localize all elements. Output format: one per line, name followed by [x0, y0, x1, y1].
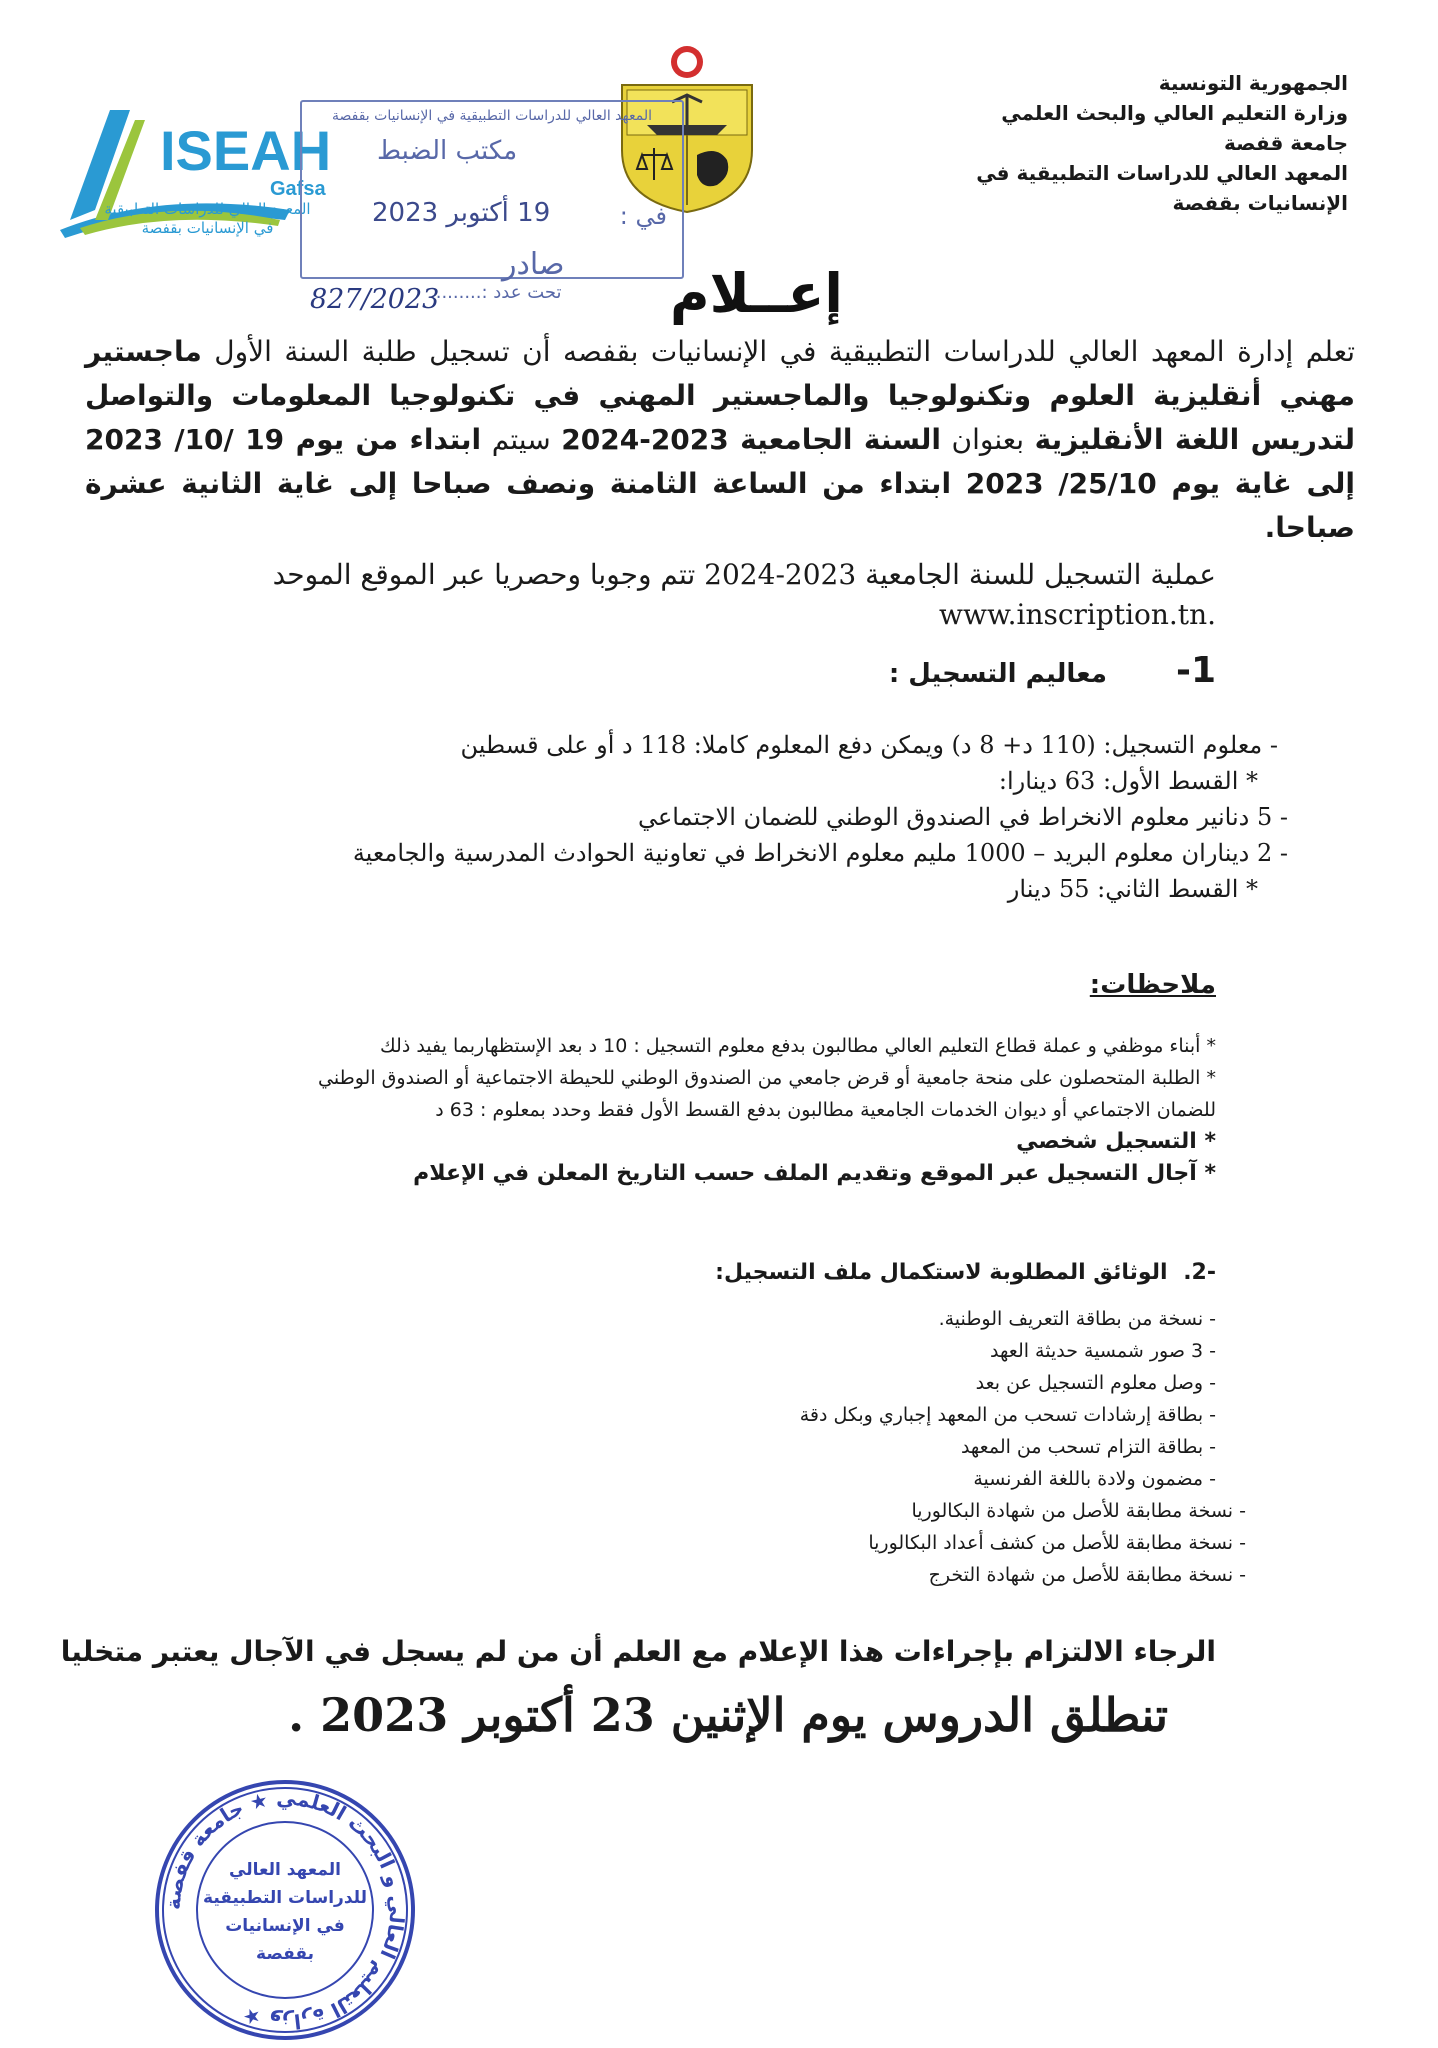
logo-caption-line: في الإنسانيات بقفصة: [141, 219, 274, 237]
list-item: - بطاقة إرشادات تسحب من المعهد إجباري وبكل دقة: [799, 1404, 1216, 1426]
list-item: - نسخة من بطاقة التعريف الوطنية.: [938, 1308, 1216, 1330]
header-line: المعهد العالي للدراسات التطبيقية في: [976, 161, 1348, 185]
list-item: * الطلبة المتحصلون على منحة جامعية أو قرض جامعي من الصندوق الوطني للحيطة الاجتماعية أو الصندوق الوطني: [318, 1067, 1216, 1089]
section-documents-heading: [715, 1260, 1216, 1285]
stamp-number: 827/2023: [310, 284, 440, 315]
intro-text: سيتم: [481, 423, 562, 456]
documents-list: [799, 1303, 1246, 1591]
fees-list: [352, 727, 1288, 907]
seal-line: المعهد العالي: [229, 1860, 341, 1880]
list-item: - بطاقة التزام تسحب من المعهد: [960, 1436, 1216, 1458]
section-number: 1-: [1175, 650, 1216, 691]
list-item: * أبناء موظفي و عملة قطاع التعليم العالي مطالبون بدفع معلوم التسجيل : 10 د بعد الإستظهاربما يفيد ذلك: [380, 1035, 1216, 1057]
list-item: * القسط الأول: 63 دينارا:: [998, 767, 1258, 795]
stamp-institution: المعهد العالي للدراسات التطبيقية في الإنسانيات بقفصة: [332, 108, 652, 124]
logo-name: ISEAH: [160, 119, 332, 182]
section-number: -2.: [1183, 1260, 1216, 1285]
registration-note: [186, 555, 1216, 635]
list-item: * القسط الثاني: 55 دينار: [1007, 875, 1258, 903]
office-stamp: [300, 100, 684, 282]
classes-start-text: تنطلق الدروس يوم الإثنين 23 أكتوبر 2023 .: [288, 1688, 1168, 1742]
list-item: - مضمون ولادة باللغة الفرنسية: [973, 1468, 1216, 1490]
stamp-office: مكتب الضبط: [377, 136, 518, 166]
intro-programs: ماجستير مهني أنقليزية العلوم وتكنولوجيا والماجستير المهني في تكنولوجيا المعلومات والتواصل لتدريس اللغة الأنقليزية: [85, 335, 1355, 456]
list-item: - وصل معلوم التسجيل عن بعد: [975, 1372, 1216, 1394]
registration-url[interactable]: www.inscription.tn.: [939, 598, 1216, 631]
page-title: إعــلام: [670, 262, 843, 325]
stamp-date-prefix: في :: [619, 202, 667, 230]
stamp-number-label: تحت عدد :.........: [430, 282, 562, 303]
seal-line: بقفصة: [256, 1944, 314, 1964]
logo-city: Gafsa: [270, 178, 326, 200]
ministry-header: [928, 68, 1348, 218]
section-fees-heading: [889, 650, 1216, 691]
list-item: - 5 دنانير معلوم الانخراط في الصندوق الوطني للضمان الاجتماعي: [637, 803, 1288, 831]
list-item: - نسخة مطابقة للأصل من كشف أعداد البكالوريا: [868, 1532, 1246, 1554]
notes-heading: ملاحظات:: [1089, 970, 1216, 1000]
intro-text: بعنوان: [940, 423, 1035, 456]
seal-line: في الإنسانيات: [225, 1916, 345, 1936]
list-item: - معلوم التسجيل: (110 د+ 8 د) ويمكن دفع المعلوم كاملا: 118 د أو على قسطين: [460, 731, 1278, 759]
stamp-status: صادر: [502, 247, 565, 282]
announcement-intro: [85, 330, 1355, 550]
reminder-text: الرجاء الالتزام بإجراءات هذا الإعلام مع العلم أن من لم يسجل في الآجال يعتبر متخليا: [60, 1635, 1216, 1668]
list-item: - نسخة مطابقة للأصل من شهادة التخرج: [928, 1564, 1246, 1586]
list-item: للضمان الاجتماعي أو ديوان الخدمات الجامعية مطالبون بدفع القسط الأول فقط وحدد بمعلوم : 63 د: [435, 1099, 1216, 1121]
intro-dates: ابتداء من يوم 19 /10/ 2023 إلى غاية يوم 25/10/ 2023 ابتداء من الساعة الثامنة ونصف صباحا إلى غاية الثانية عشرة صباحا.: [85, 423, 1355, 544]
logo-caption-line: المعهد العالي للدراسات التطبيقية: [104, 200, 311, 218]
section-title: معاليم التسجيل :: [888, 659, 1107, 689]
notes-list: [106, 1030, 1216, 1190]
registration-note-text: عملية التسجيل للسنة الجامعية 2023-2024 تتم وجوبا وحصريا عبر الموقع الموحد: [272, 558, 1216, 591]
header-line: جامعة قفصة: [1223, 131, 1348, 155]
list-item: - نسخة مطابقة للأصل من شهادة البكالوريا: [911, 1500, 1246, 1522]
header-line: وزارة التعليم العالي والبحث العلمي: [1001, 101, 1348, 125]
stamp-date: 19 أكتوبر 2023: [372, 198, 551, 228]
header-line: الجمهورية التونسية: [1158, 71, 1348, 95]
list-item: * آجال التسجيل عبر الموقع وتقديم الملف حسب التاريخ المعلن في الإعلام: [413, 1161, 1216, 1186]
list-item: * التسجيل شخصي: [1016, 1129, 1216, 1154]
list-item: - 3 صور شمسية حديثة العهد: [990, 1340, 1216, 1362]
intro-text: تعلم إدارة المعهد العالي للدراسات التطبيقية في الإنسانيات بقفصه أن تسجيل طلبة السنة الأول: [201, 335, 1355, 368]
header-line: الإنسانيات بقفصة: [1172, 191, 1348, 215]
section-title: الوثائق المطلوبة لاستكمال ملف التسجيل:: [715, 1260, 1168, 1285]
university-seal: [150, 1775, 420, 2045]
seal-ring-text: وزارة التعليم العالي و البحث العلمي ★ جامعة قفصة ★: [160, 1785, 410, 2035]
seal-line: للدراسات التطبيقية: [203, 1888, 367, 1908]
list-item: - 2 ديناران معلوم البريد – 1000 مليم معلوم الانخراط في تعاونية الحوادث المدرسية والجامعية: [352, 839, 1288, 867]
intro-year: السنة الجامعية 2023-2024: [561, 423, 941, 456]
